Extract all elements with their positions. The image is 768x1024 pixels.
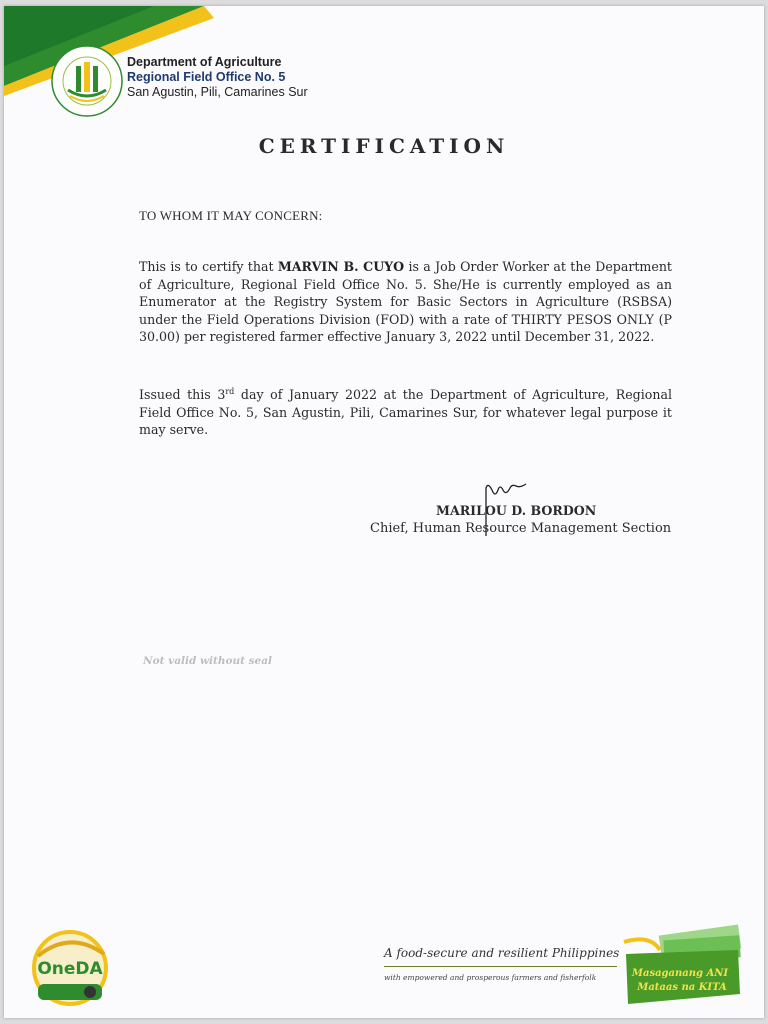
department-name: Department of Agriculture — [127, 55, 282, 69]
badge-line1: Masaganang ANI — [631, 968, 729, 979]
oneda-logo — [24, 926, 116, 1010]
para1-post: is a Job Order Worker at the Department of Agriculture, Regional Field Office No. 5. She/He is currently employed as an Enumerator at the Registry System for Basic Sectors in Agriculture (RSBSA) under the Field Operations Division (FOD) with a rate of THIRTY PESOS ONLY (P 30.00) per registered farmer effective January 3, 2022 until December 31, 2022. — [139, 259, 672, 345]
letterhead — [127, 55, 308, 100]
footer-subtagline: with empowered and prosperous farmers and fisherfolk — [384, 973, 597, 982]
da-bicol-seal-icon — [50, 44, 124, 118]
badge-line2: Mataas na KITA — [637, 982, 727, 993]
certification-paragraph — [139, 258, 672, 346]
masaganang-ani-badge — [620, 924, 748, 1010]
office-address: San Agustin, Pili, Camarines Sur — [127, 85, 308, 99]
oneda-logo-text: OneDA — [37, 959, 103, 979]
signatory-position: Chief, Human Resource Management Section — [370, 521, 672, 536]
para2-pre: Issued this 3 — [139, 387, 226, 403]
seal-note: Not valid without seal — [143, 655, 273, 667]
para1-pre: This is to certify that — [139, 259, 278, 274]
signatory-name: MARILOU D. BORDON — [436, 503, 597, 518]
office-name: Regional Field Office No. 5 — [127, 70, 286, 84]
para2-sup: rd — [225, 387, 235, 396]
footer-tagline: A food-secure and resilient Philippines — [384, 946, 620, 960]
salutation: TO WHOM IT MAY CONCERN: — [139, 208, 323, 223]
footer-divider — [384, 966, 617, 967]
employee-name: MARVIN B. CUYO — [277, 259, 405, 274]
issuance-paragraph — [139, 383, 672, 439]
para2-post: day of January 2022 at the Department of Agriculture, Regional Field Office No. 5, San Agustin, Pili, Camarines Sur, for whatever legal purpose it may serve. — [139, 387, 672, 438]
document-title: CERTIFICATION — [258, 134, 510, 158]
